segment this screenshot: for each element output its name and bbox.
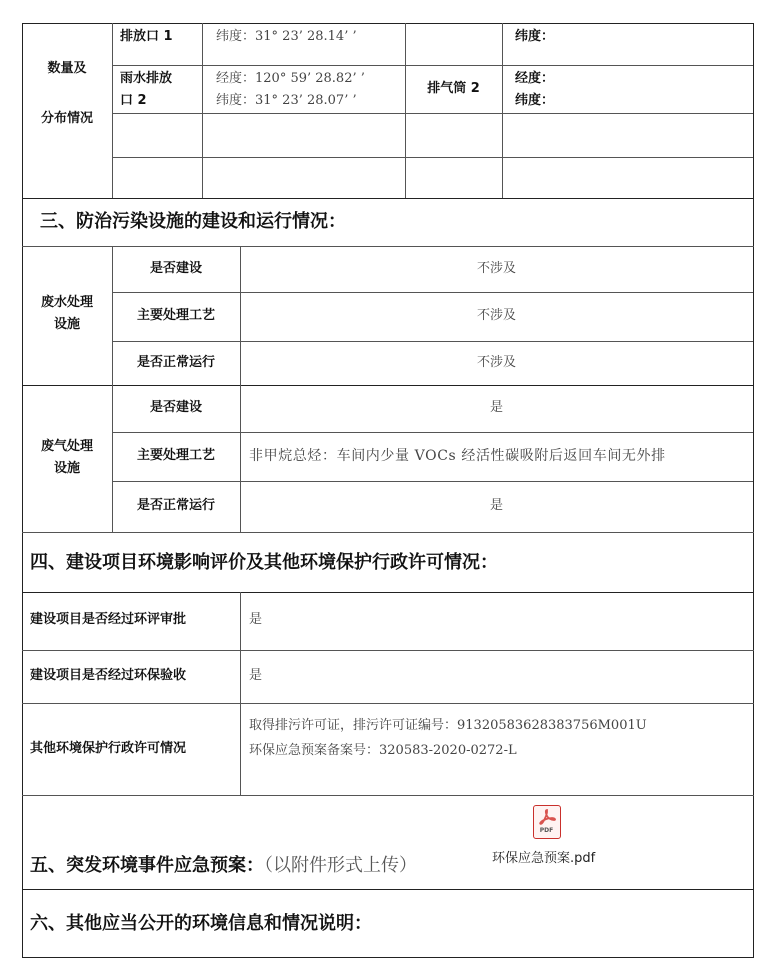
emergency-plan-number: 环保应急预案备案号：320583-2020-0272-L: [249, 743, 517, 758]
divider: [22, 703, 754, 704]
exhaust-label: [22, 436, 112, 480]
divider: [112, 292, 753, 293]
pdf-attachment[interactable]: [492, 805, 612, 871]
exhaust-label-line2: 设施: [53, 461, 80, 476]
permit-number: 取得排污许可证，排污许可证编号：91320583628383756M001U: [249, 718, 647, 733]
wastewater-process-value: 不涉及: [476, 308, 516, 323]
exhaust-label-line1: 废气处理: [40, 439, 93, 454]
acceptance-value: 是: [249, 668, 263, 683]
exhaust-process-label: 主要处理工艺: [136, 448, 215, 463]
table-border-left: [22, 23, 23, 958]
divider: [502, 23, 503, 198]
outlet-2-name: [120, 68, 172, 112]
exhaust-process-value: 非甲烷总烃：车间内少量 VOCs 经活性碳吸附后返回车间无外排: [249, 448, 666, 464]
divider: [22, 385, 754, 386]
section3-title: 三、防治污染设施的建设和运行情况：: [40, 211, 346, 232]
wastewater-label-line1: 废水处理: [40, 295, 93, 310]
table-border-right: [753, 23, 754, 958]
acceptance-label: 建设项目是否经过环保验收: [30, 668, 187, 683]
table-border-top: [22, 23, 754, 24]
row-header-line1: 数量及: [47, 61, 87, 76]
exhaust-built-value: 是: [489, 400, 503, 415]
eia-approval-label: 建设项目是否经过环评审批: [30, 612, 187, 627]
divider: [112, 65, 753, 66]
stack-2-name: 排气筒 2: [427, 81, 480, 96]
wastewater-running-value: 不涉及: [476, 355, 516, 370]
divider: [22, 532, 754, 533]
row-header: [22, 44, 112, 144]
exhaust-built-label: 是否建设: [149, 400, 202, 415]
divider: [112, 432, 753, 433]
stack-2-coords: [515, 68, 554, 112]
eia-approval-value: 是: [249, 612, 263, 627]
table-border-bottom: [22, 957, 754, 958]
divider: [112, 157, 753, 158]
outlet-1-lat: 纬度：31° 23’ 28.14’ ’: [216, 29, 357, 44]
divider: [112, 246, 113, 532]
pdf-file-icon[interactable]: [533, 805, 561, 839]
divider: [112, 481, 753, 482]
divider: [22, 889, 754, 890]
section5-title: [30, 853, 417, 879]
divider: [22, 795, 754, 796]
outlet-1-right-coords: 纬度：: [515, 29, 555, 44]
outlet-1-coords: [216, 26, 357, 48]
pdf-icon-label: PDF: [539, 827, 554, 834]
stack-2-lon: 经度：: [515, 71, 555, 86]
outlet-1-name: 排放口 1: [120, 29, 173, 44]
divider: [22, 198, 754, 199]
exhaust-running-value: 是: [489, 498, 503, 513]
divider: [112, 23, 113, 198]
other-permits-value: [249, 713, 647, 763]
outlet-2-name-line2: 口 2: [120, 93, 147, 108]
section4-title: 四、建设项目环境影响评价及其他环境保护行政许可情况：: [30, 552, 498, 573]
divider: [405, 23, 406, 198]
outlet-2-lat: 纬度：31° 23’ 28.07’ ’: [216, 93, 357, 108]
row-header-line2: 分布情况: [40, 111, 93, 126]
divider: [22, 650, 754, 651]
divider: [202, 23, 203, 198]
exhaust-running-label: 是否正常运行: [136, 498, 215, 513]
wastewater-built-label: 是否建设: [149, 261, 202, 276]
divider: [22, 246, 754, 247]
wastewater-process-label: 主要处理工艺: [136, 308, 215, 323]
section6-title: 六、其他应当公开的环境信息和情况说明：: [30, 913, 372, 934]
divider: [22, 592, 754, 593]
outlet-2-lon: 经度：120° 59’ 28.82’ ’: [216, 71, 365, 86]
section5-note: （以附件形式上传）: [264, 855, 417, 876]
wastewater-running-label: 是否正常运行: [136, 355, 215, 370]
divider: [112, 341, 753, 342]
outlet-2-coords: [216, 68, 365, 112]
section5-title-text: 五、突发环境事件应急预案：: [30, 855, 264, 876]
divider: [240, 592, 241, 795]
wastewater-built-value: 不涉及: [476, 261, 516, 276]
acrobat-swirl-icon: [538, 809, 556, 825]
wastewater-label: [22, 292, 112, 336]
wastewater-label-line2: 设施: [53, 317, 80, 332]
stack-2-lat: 纬度：: [515, 93, 555, 108]
attachment-filename[interactable]: 环保应急预案.pdf: [492, 851, 596, 866]
divider: [240, 246, 241, 532]
other-permits-label: 其他环境保护行政许可情况: [30, 741, 187, 756]
divider: [112, 113, 753, 114]
outlet-2-name-line1: 雨水排放: [120, 71, 173, 86]
